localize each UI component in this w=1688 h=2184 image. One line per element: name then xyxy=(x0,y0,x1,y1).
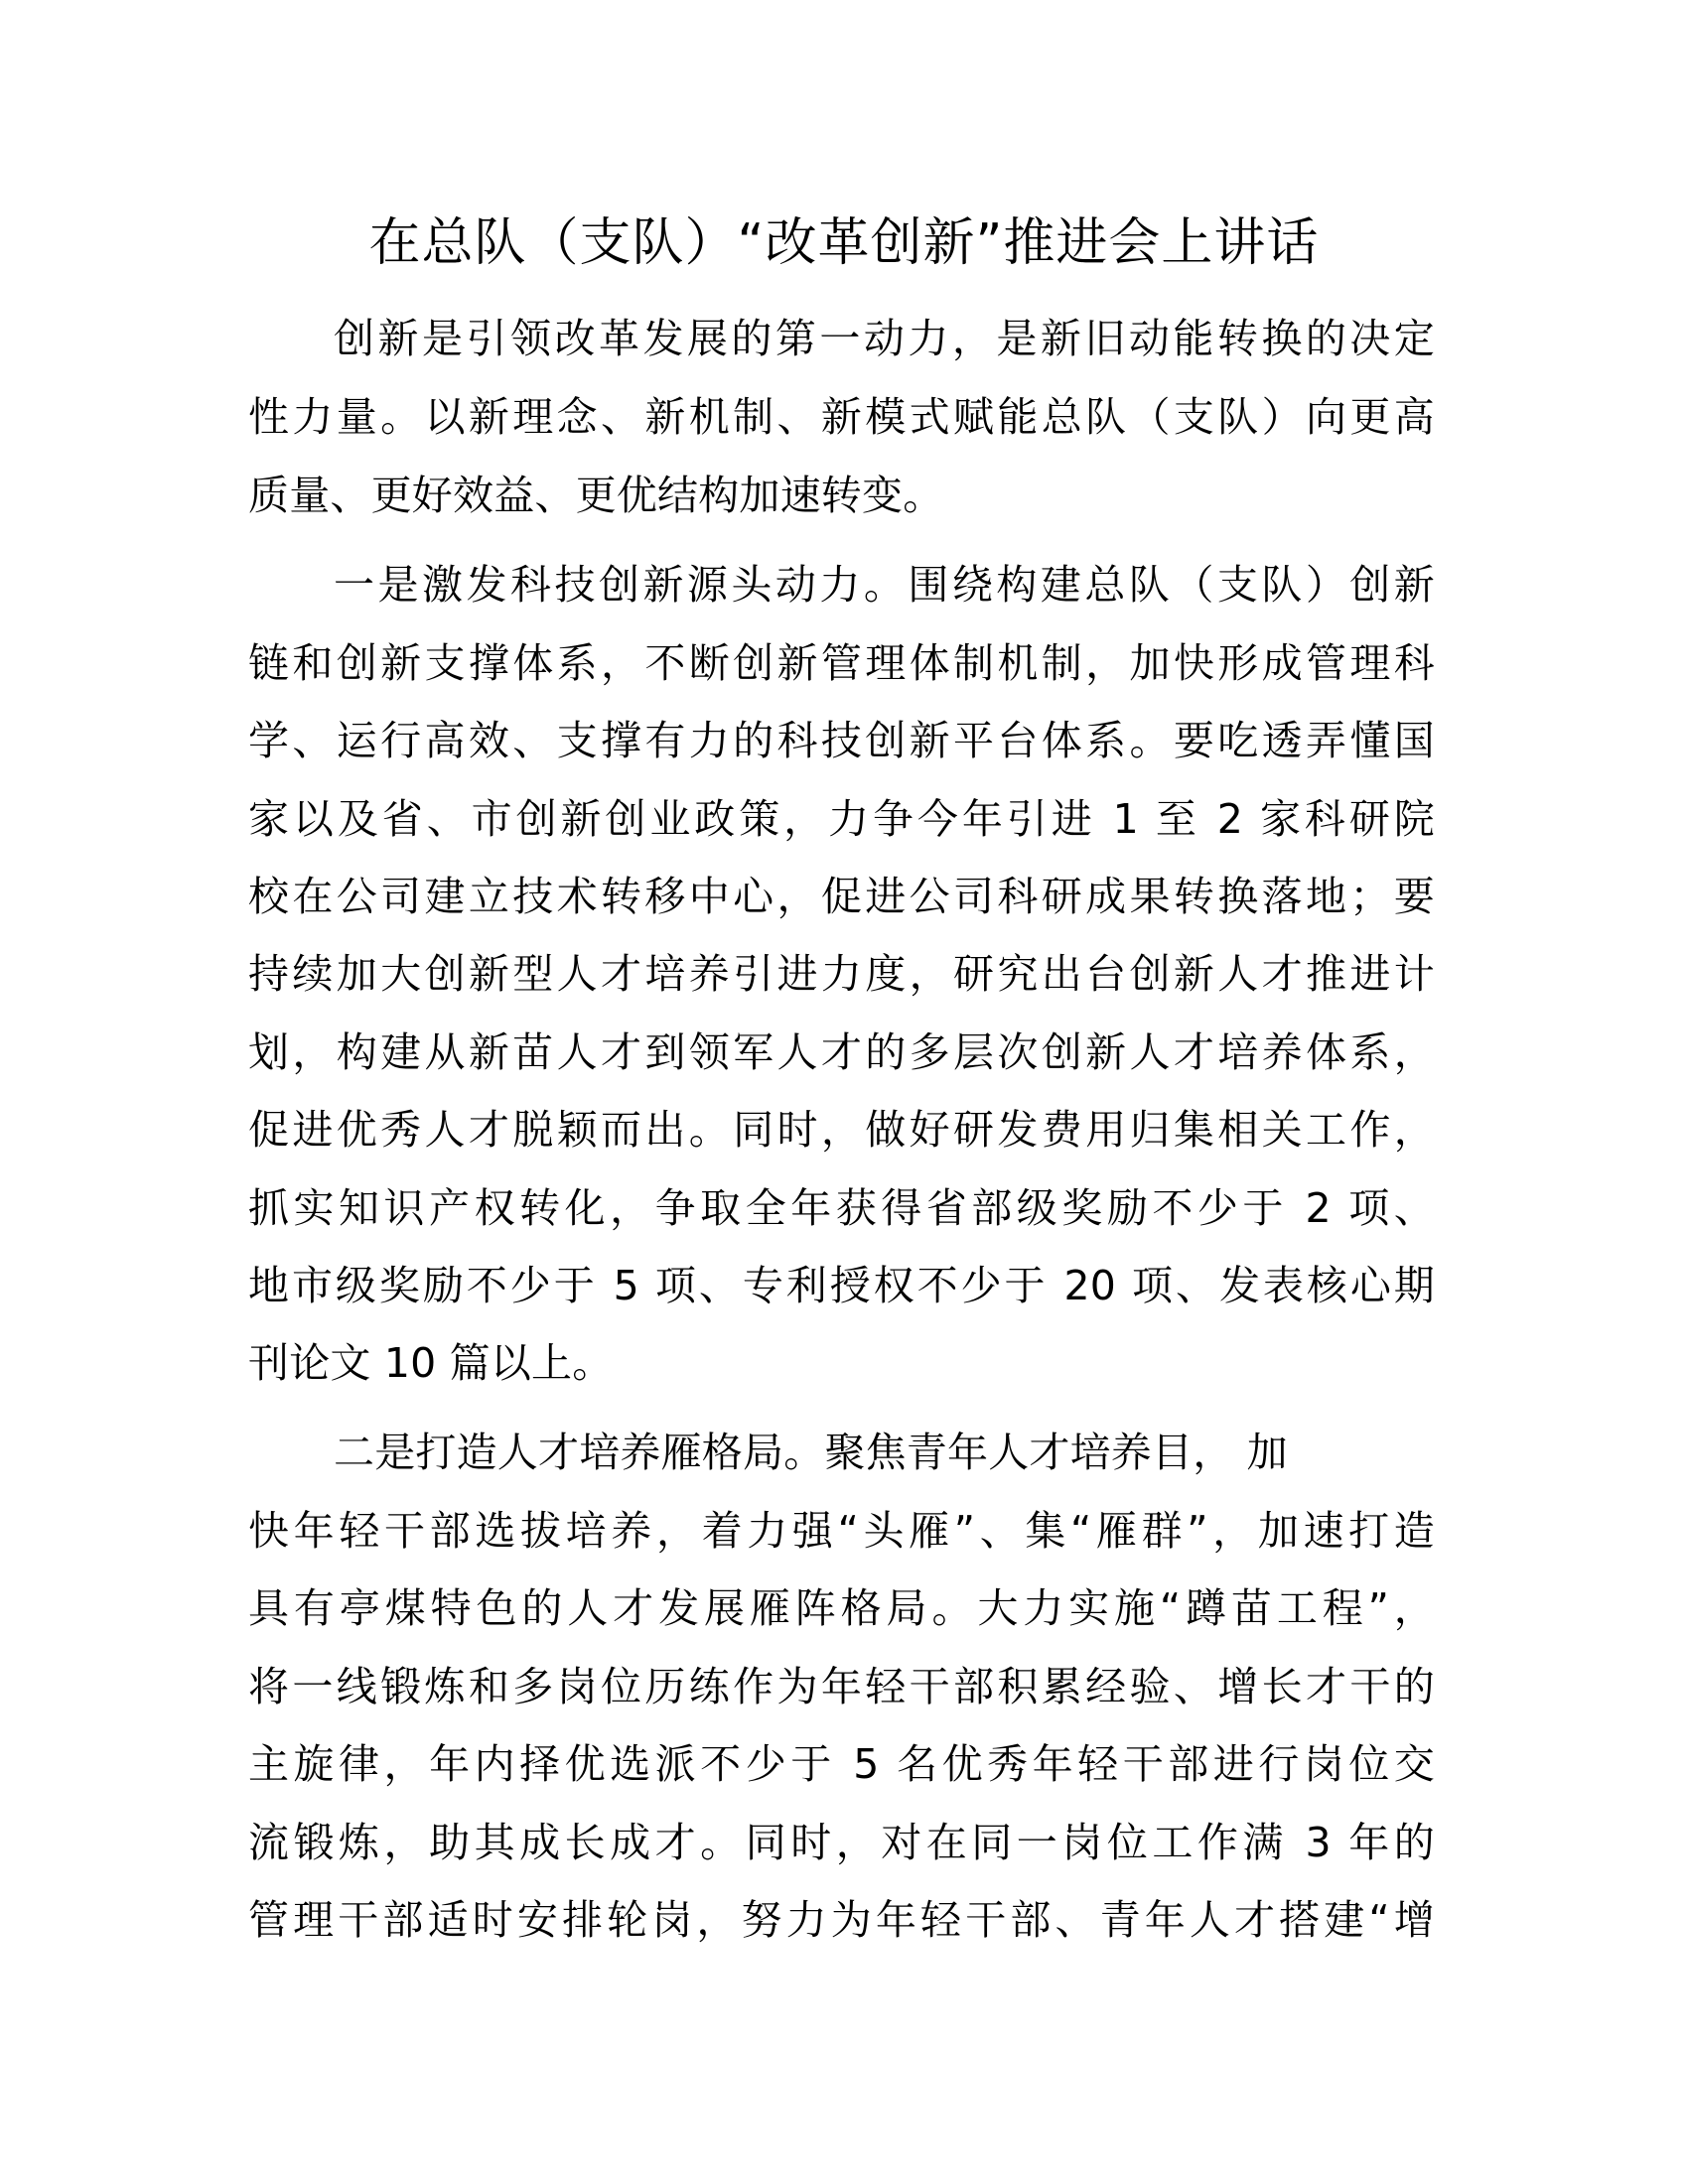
paragraph-2-line-7: 划，构建从新苗人才到领军人才的多层次创新人才培养体系， xyxy=(248,1028,1435,1076)
paragraph-2-line-8: 促进优秀人才脱颖而出。同时，做好研发费用归集相关工作， xyxy=(248,1106,1435,1154)
paragraph-3-line-6: 流锻炼，助其成长成才。同时，对在同一岗位工作满 3 年的 xyxy=(248,1819,1435,1866)
paragraph-2-line-11: 刊论文 10 篇以上。 xyxy=(248,1339,614,1387)
paragraph-2-line-6: 持续加大创新型人才培养引进力度，研究出台创新人才推进计 xyxy=(248,950,1435,998)
paragraph-2-line-4: 家以及省、市创新创业政策，力争今年引进 1 至 2 家科研院 xyxy=(248,795,1435,843)
document-title: 在总队（支队）“改革创新”推进会上讲话 xyxy=(368,213,1320,273)
paragraph-2-line-10: 地市级奖励不少于 5 项、专利授权不少于 20 项、发表核心期 xyxy=(248,1262,1435,1309)
paragraph-3-line-1: 二是打造人才培养雁格局。聚焦青年人才培养目， 加 xyxy=(334,1429,1288,1476)
paragraph-2-line-9: 抓实知识产权转化，争取全年获得省部级奖励不少于 2 项、 xyxy=(248,1184,1435,1232)
paragraph-2-line-1: 一是激发科技创新源头动力。围绕构建总队（支队）创新 xyxy=(334,561,1435,609)
paragraph-1-line-3: 质量、更好效益、更优结构加速转变。 xyxy=(248,472,944,519)
paragraph-1-line-1: 创新是引领改革发展的第一动力，是新旧动能转换的决定 xyxy=(334,315,1435,362)
paragraph-2-line-2: 链和创新支撑体系，不断创新管理体制机制，加快形成管理科 xyxy=(248,639,1435,687)
paragraph-3-line-2: 快年轻干部选拔培养，着力强“头雁”、集“雁群”，加速打造 xyxy=(248,1507,1435,1555)
paragraph-3-line-5: 主旋律，年内择优选派不少于 5 名优秀年轻干部进行岗位交 xyxy=(248,1740,1435,1788)
paragraph-3-line-7: 管理干部适时安排轮岗，努力为年轻干部、青年人才搭建“增 xyxy=(248,1896,1435,1944)
paragraph-1-line-2: 性力量。以新理念、新机制、新模式赋能总队（支队）向更高 xyxy=(248,393,1435,441)
paragraph-2-line-5: 校在公司建立技术转移中心，促进公司科研成果转换落地；要 xyxy=(248,873,1435,920)
paragraph-3-line-4: 将一线锻炼和多岗位历练作为年轻干部积累经验、增长才干的 xyxy=(248,1663,1435,1710)
paragraph-3-line-3: 具有亭煤特色的人才发展雁阵格局。大力实施“蹲苗工程”， xyxy=(248,1584,1435,1632)
paragraph-2-line-3: 学、运行高效、支撑有力的科技创新平台体系。要吃透弄懂国 xyxy=(248,717,1435,764)
